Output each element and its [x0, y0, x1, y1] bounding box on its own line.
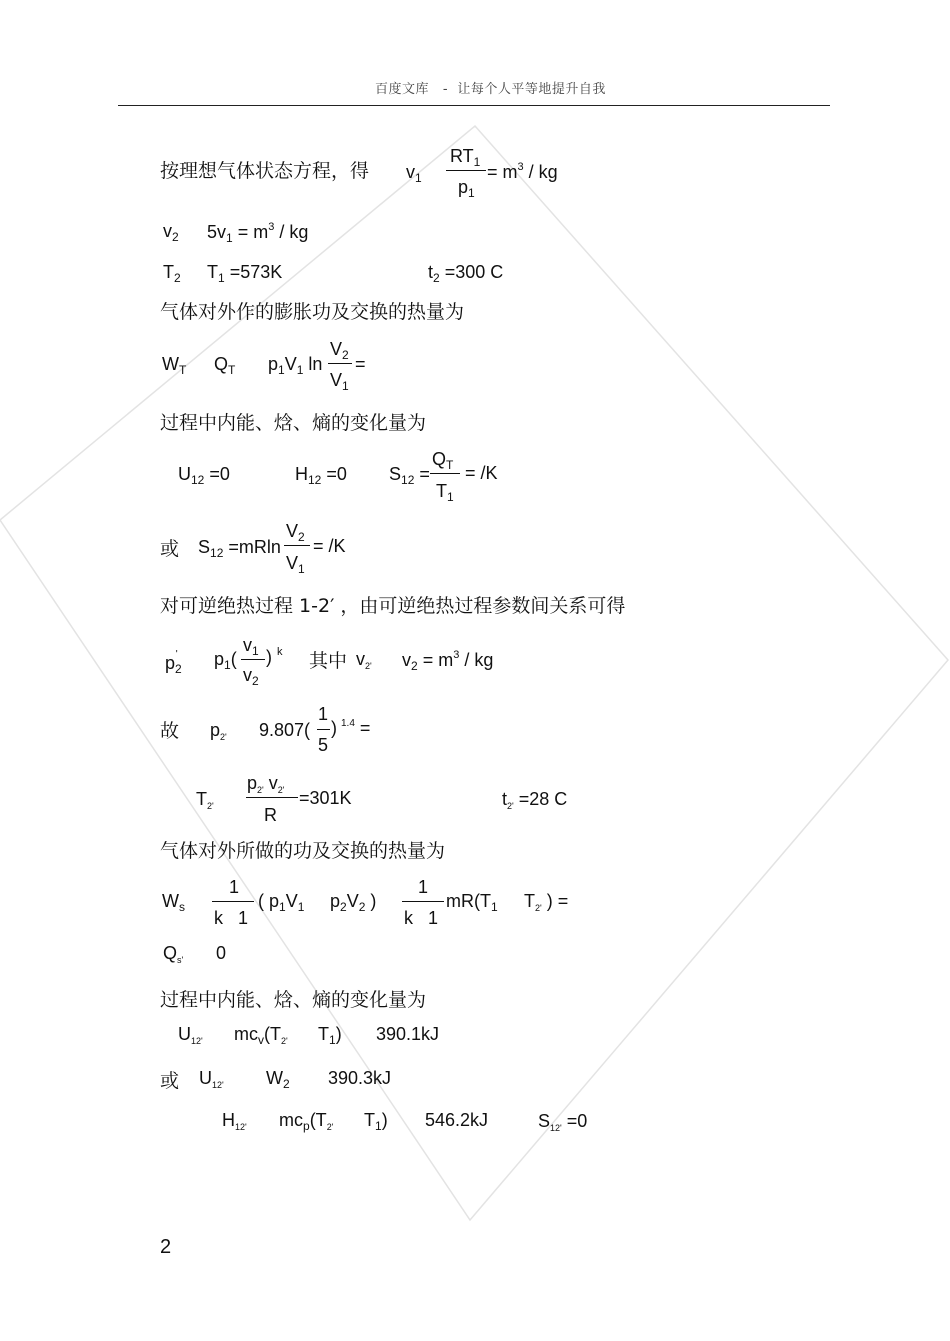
line5-pV: $p_1V_1$ ln	[268, 354, 323, 377]
line8-numerator: $V_2$	[286, 521, 305, 544]
line16-text: 过程中内能、焓、熵的变化量为	[160, 989, 427, 1011]
line5-denominator: $V_1$	[330, 370, 349, 393]
line11-close: ) $^{1.4}$ =	[331, 718, 371, 738]
header-slogan: 让每个人平等地提升自我	[457, 82, 606, 97]
line14-num2: 1	[418, 877, 429, 897]
line3-T2: $T_2$	[163, 262, 181, 285]
line1-v1: $v_1$	[406, 162, 422, 185]
line6-text: 过程中内能、焓、熵的变化量为	[160, 412, 427, 434]
line17-U: $U_{12'}$	[178, 1024, 203, 1046]
line11-p2prime: $p_{2'}$	[210, 720, 227, 742]
line8-S: $S_{12} =mRln$	[198, 537, 281, 560]
line7-fraction-bar	[430, 473, 460, 474]
line1-denominator: $p_1$	[458, 177, 475, 200]
line5-W: $W_T$	[162, 354, 187, 377]
line3-t2: $t_2 =300$ C	[428, 262, 504, 285]
line8-or: 或	[160, 538, 180, 560]
line11-numerator: 1	[318, 704, 329, 724]
line19-T1: $T_1$)	[364, 1110, 388, 1133]
line14-p2V2: $p_2V_2$ )	[330, 891, 377, 914]
line10-denominator: $v_2$	[243, 665, 259, 688]
line19-H: $H_{12'}$	[222, 1110, 247, 1132]
line10-fraction-bar	[241, 659, 265, 660]
line8-denominator: $V_1$	[286, 553, 305, 576]
line12-t2prime: $t_{2'} =28$ C	[502, 789, 568, 811]
line17-mcv: $mc_v(T_{2'}$	[234, 1024, 288, 1047]
page-number: 2	[160, 1236, 172, 1258]
line11-value: 9.807(	[259, 720, 311, 740]
line18-or: 或	[160, 1070, 180, 1092]
line2-v2: $v_2$	[163, 221, 179, 244]
line14-mR: $mR(T_1$	[446, 891, 498, 914]
line17-value: 390.1kJ	[376, 1024, 440, 1044]
line5-numerator: $V_2$	[330, 339, 349, 362]
header-rule	[118, 105, 830, 106]
line10-p2prime: $p_2'$	[165, 649, 182, 676]
line14-den1: k 1	[214, 908, 249, 928]
line8-rhs: = /K	[313, 536, 346, 556]
line7-rhs: = /K	[465, 463, 498, 483]
line7-denominator: $T_1$	[436, 481, 454, 504]
line10-p1: $p_1$(	[214, 649, 237, 672]
line14-num1: 1	[229, 877, 240, 897]
line18-U: $U_{12'}$	[199, 1068, 224, 1090]
line14-W: $W_s$	[162, 891, 185, 914]
line15-value: 0	[216, 943, 227, 963]
line10-numerator: $v_1$	[243, 635, 259, 658]
line5-Q: $Q_T$	[214, 354, 236, 377]
line12-numerator: $p_{2'}$ $v_{2'}$	[247, 773, 285, 795]
line19-S: $S_{12'} =0$	[538, 1111, 588, 1133]
line5-eq: =	[355, 354, 366, 374]
page-header	[375, 78, 606, 97]
header-dash: -	[442, 82, 449, 97]
line12-rhs: =301K	[299, 788, 352, 808]
line10-close: ) $^k$	[266, 646, 283, 667]
line15-Q: $Q_{s'}$	[163, 943, 184, 965]
line4-text: 气体对外作的膨胀功及交换的热量为	[160, 301, 465, 323]
line13-text: 气体对外所做的功及交换的热量为	[160, 840, 446, 862]
line17-T1: $T_1$)	[318, 1024, 342, 1047]
line7-S: $S_{12}$ =	[389, 464, 430, 487]
line1-text: 按理想气体状态方程，得	[160, 160, 370, 182]
line19-value: 546.2kJ	[425, 1110, 489, 1130]
line12-fraction-bar	[246, 797, 298, 798]
line7-numerator: $Q_T$	[432, 449, 454, 472]
line18-W: $W_2$	[266, 1068, 290, 1091]
line14-fraction-bar1	[212, 901, 254, 902]
line18-value: 390.3kJ	[328, 1068, 392, 1088]
line7-U: $U_{12} =0$	[178, 464, 230, 487]
line10-where: 其中	[309, 650, 348, 672]
line2-expr: $5v_1 = m^3$ / kg	[207, 221, 309, 245]
line7-H: $H_{12} =0$	[295, 464, 347, 487]
line14-fraction-bar2	[402, 901, 444, 902]
line14-den2: k 1	[404, 908, 439, 928]
line5-fraction-bar	[328, 363, 352, 364]
line10-v2prime: $v_{2'}$	[356, 649, 372, 671]
line10-v2: $v_2 = m^3$ / kg	[402, 649, 494, 673]
line3-T1: $T_1 =573K$	[207, 262, 283, 285]
line11-gu: 故	[160, 720, 180, 742]
line11-fraction-bar	[317, 729, 330, 730]
line12-T2prime: $T_{2'}$	[196, 789, 214, 811]
header-site: 百度文库	[375, 82, 430, 97]
line19-mcp: $mc_p(T_{2'}$	[279, 1110, 334, 1133]
line11-denominator: 5	[318, 735, 329, 755]
line14-T2: $T_{2'}$ ) =	[524, 891, 569, 913]
line1-numerator: $RT_1$	[450, 146, 481, 169]
line1-fraction-bar	[446, 170, 486, 171]
line8-fraction-bar	[284, 545, 310, 546]
line14-paren: ( $p_1V_1$	[258, 891, 305, 914]
line9-text: 对可逆绝热过程 1-2′ ，由可逆绝热过程参数间关系可得	[160, 595, 626, 617]
line12-denominator: R	[264, 805, 277, 825]
line1-rhs: = $m^3$ / kg	[487, 161, 558, 182]
